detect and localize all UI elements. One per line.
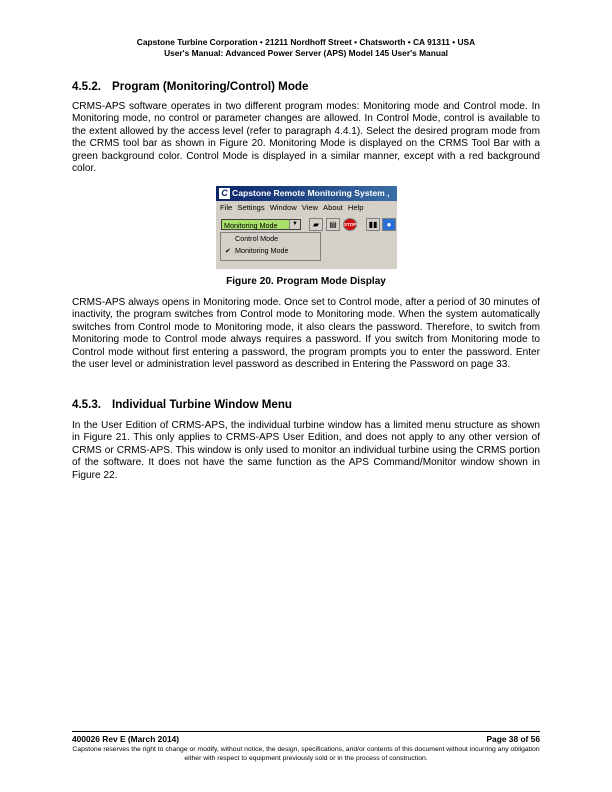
program-mode-select[interactable]: [221, 219, 301, 230]
program-mode-value: Monitoring Mode: [224, 221, 278, 230]
header-company-line: Capstone Turbine Corporation • 21211 Nordhoff Street • Chatsworth • CA 91311 • USA: [136, 37, 476, 47]
globe-icon[interactable]: ●: [382, 218, 396, 231]
section-title: Individual Turbine Window Menu: [112, 398, 293, 411]
chevron-down-icon[interactable]: ▼: [289, 220, 300, 229]
footer-divider: [72, 731, 540, 732]
menu-view[interactable]: View: [301, 203, 319, 212]
program-mode-dropdown: [220, 232, 321, 261]
section-4-5-2-body-2: [72, 297, 540, 371]
page-header: [0, 37, 612, 59]
paragraph: CRMS-APS always opens in Monitoring mode. Once set to Control mode, after a period of 30 minutes of inactivity, the program switches from Control mode to Monitoring mode. When the system automatically switches from Control mode to Monitoring mode, it also clears the password. Therefore, to switch from Monitoring mode to Control mode always requires a password. If you switch from Monitoring mode to Control mode without first entering a password, the program prompts you to enter the password. Enter the user level or administration level password as described in Entering the Password on page 33.: [72, 297, 540, 371]
open-folder-icon[interactable]: ▰: [309, 218, 323, 231]
section-4-5-3-body: [72, 420, 540, 482]
menu-file[interactable]: File: [220, 203, 233, 212]
section-4-5-3: [72, 398, 540, 412]
stop-icon[interactable]: STOP: [343, 218, 357, 231]
option-monitoring-mode[interactable]: ✔ Monitoring Mode: [225, 246, 289, 255]
section-4-5-2: [72, 80, 540, 94]
menu-bar: [216, 201, 397, 215]
section-4-5-2-heading: [72, 80, 540, 94]
program-mode-screenshot: [216, 186, 397, 269]
menu-help[interactable]: Help: [347, 203, 364, 212]
section-4-5-2-body: [72, 101, 540, 175]
menu-about[interactable]: About: [323, 203, 343, 212]
footer-disclaimer: Capstone reserves the right to change or modify, without notice, the design, specifications, and/or contents of this document without incurring any obligation either with respect to equipment previously sold or in the process of construction.: [72, 746, 540, 762]
window-title-bar: [216, 186, 397, 201]
menu-window[interactable]: Window: [269, 203, 297, 212]
document-id: 400026 Rev E (March 2014): [72, 734, 180, 744]
turbines-icon[interactable]: ▮▮: [366, 218, 380, 231]
window-title: Capstone Remote Monitoring System ,: [232, 188, 390, 198]
print-icon[interactable]: ▤: [326, 218, 340, 231]
section-4-5-3-heading: [72, 398, 540, 412]
figure-caption: Figure 20. Program Mode Display: [226, 276, 386, 287]
capstone-logo-icon: C: [219, 188, 230, 199]
option-control-mode[interactable]: Control Mode: [235, 234, 279, 243]
menu-settings[interactable]: Settings: [237, 203, 265, 212]
section-number: 4.5.3.: [72, 398, 102, 411]
section-number: 4.5.2.: [72, 80, 102, 93]
page-footer: [72, 734, 540, 745]
paragraph: CRMS-APS software operates in two different program modes: Monitoring mode and Control mode. In Monitoring mode, no control or parameter changes are allowed. In Control Mode, control is available to the extent allowed by the access level (refer to paragraph 4.4.1). Select the desired program mode from the CRMS tool bar as shown in Figure 20. Monitoring Mode is displayed on the CRMS Tool Bar with a green background color. Control Mode is displayed in a similar manner, except with a red background color.: [72, 101, 540, 175]
toolbar: [216, 215, 397, 269]
header-manual-line: User's Manual: Advanced Power Server (APS) Model 145 User's Manual: [164, 48, 448, 58]
paragraph: In the User Edition of CRMS-APS, the individual turbine window has a limited menu structure as shown in Figure 21. This only applies to CRMS-APS User Edition, and does not apply to any other version of CRMS or CRMS-APS. This window is only used to monitor an individual turbine using the CRMS portion of the software. It does not have the same function as the APS Command/Monitor window shown in Figure 22.: [72, 420, 540, 481]
page-number: Page 38 of 56: [486, 734, 540, 744]
checkmark-icon: ✔: [225, 246, 232, 255]
section-title: Program (Monitoring/Control) Mode: [112, 80, 309, 93]
